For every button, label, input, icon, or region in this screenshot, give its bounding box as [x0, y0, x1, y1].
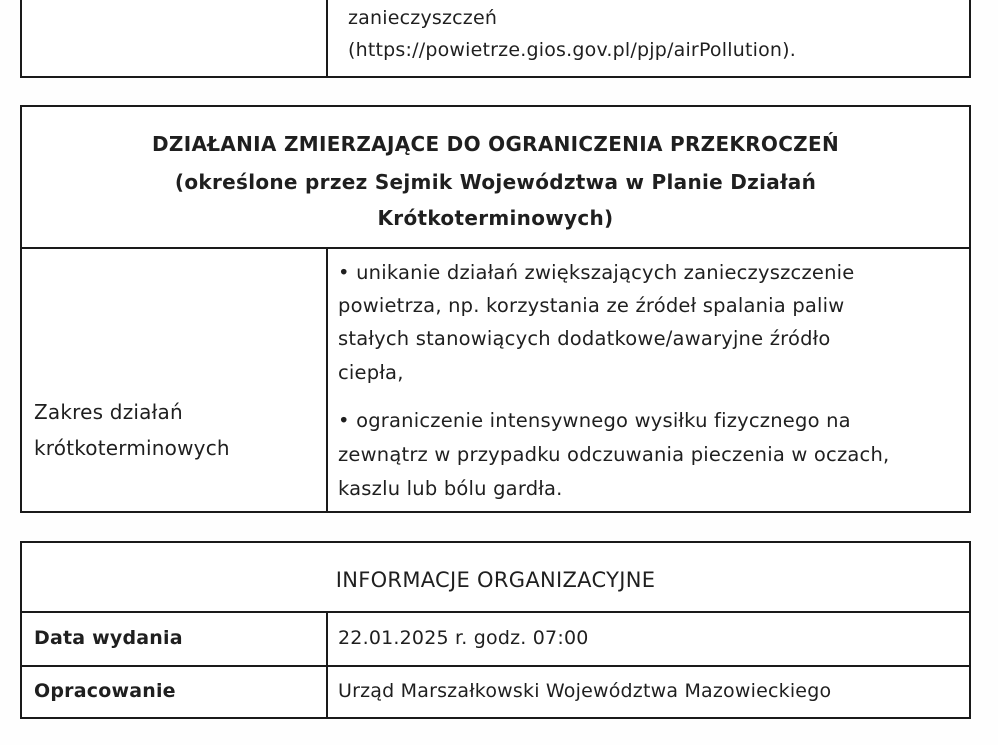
- actions-subtitle-end: Krótkoterminowych): [377, 206, 614, 230]
- bullet-line: • unikanie działań zwiększających zanieczyszczenie: [338, 261, 855, 284]
- pollution-info-table: [20, 0, 971, 78]
- organizational-info-table: [20, 541, 971, 719]
- row-label-continued: krótkoterminowych: [34, 436, 230, 460]
- issue-date-row: [22, 611, 969, 665]
- issue-date-value: 22.01.2025 r. godz. 07:00: [338, 627, 589, 649]
- issue-date-label: Data wydania: [34, 627, 183, 649]
- prepared-by-row: [22, 665, 969, 717]
- column-divider: [326, 665, 328, 717]
- bullet-line: powietrza, np. korzystania ze źródeł spalania paliw: [338, 294, 845, 317]
- prepared-by-label: Opracowanie: [34, 680, 176, 702]
- bullet-line: stałych stanowiących dodatkowe/awaryjne źródło: [338, 327, 831, 350]
- column-divider: [326, 247, 328, 511]
- actions-title: DZIAŁANIA ZMIERZAJĄCE DO OGRANICZENIA PRZEKROCZEŃ: [152, 132, 839, 156]
- short-term-actions-row: [22, 247, 969, 511]
- bullet-line: ciepła,: [338, 361, 404, 384]
- column-divider: [326, 0, 328, 76]
- actions-table: [20, 105, 971, 513]
- org-title: INFORMACJE ORGANIZACYJNE: [335, 568, 656, 592]
- bullet-line: zewnątrz w przypadku odczuwania pieczenia w oczach,: [338, 443, 890, 466]
- column-divider: [326, 611, 328, 665]
- actions-subtitle: (określone przez Sejmik Województwa w Planie Działań: [174, 170, 817, 194]
- prepared-by-value: Urząd Marszałkowski Województwa Mazowieckiego: [338, 680, 832, 702]
- bullet-line: • ograniczenie intensywnego wysiłku fizycznego na: [338, 409, 851, 432]
- pollution-text-line: zanieczyszczeń: [348, 7, 498, 29]
- pollution-link-text: (https://powietrze.gios.gov.pl/pjp/airPollution).: [348, 39, 796, 61]
- row-label: Zakres działań: [34, 400, 183, 424]
- bullet-line: kaszlu lub bólu gardła.: [338, 477, 563, 500]
